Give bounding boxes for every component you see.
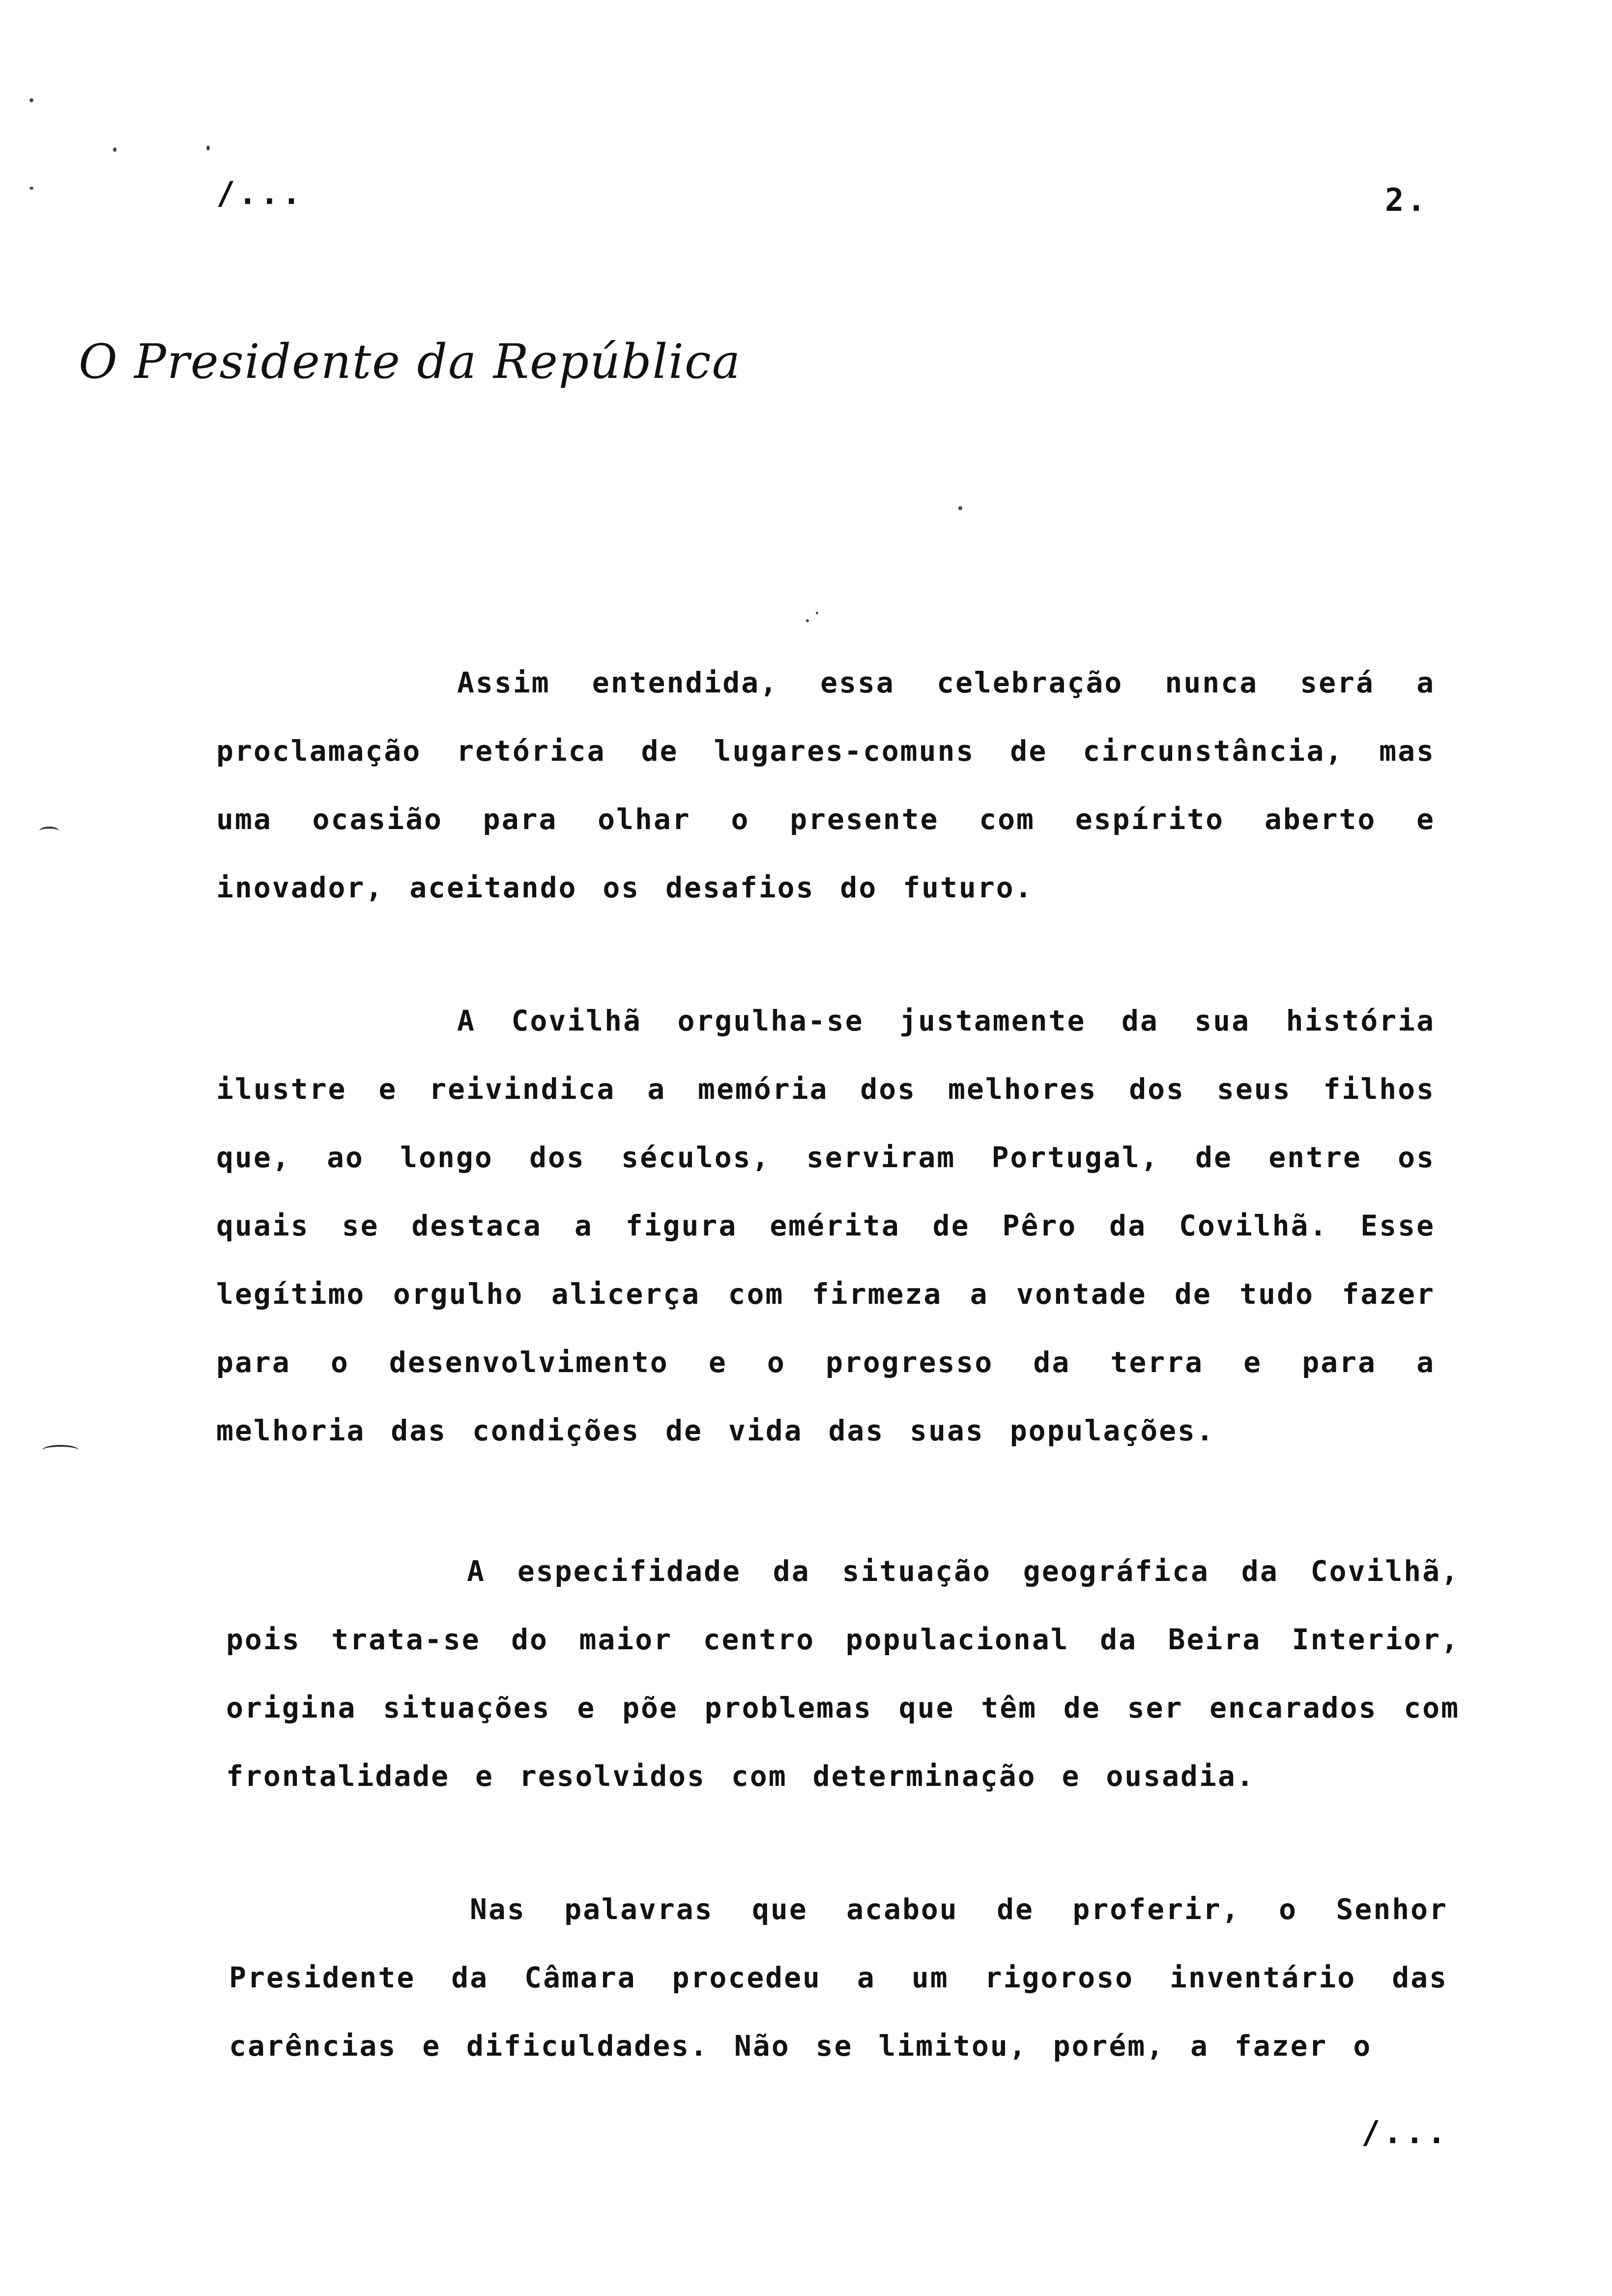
page-number: 2. xyxy=(1385,182,1429,219)
scan-speck xyxy=(206,145,210,150)
scan-speck xyxy=(806,619,809,622)
scan-speck xyxy=(29,187,33,190)
continuation-marker-top: /... xyxy=(216,175,304,212)
scan-speck xyxy=(113,147,116,152)
scan-speck xyxy=(29,98,33,102)
scan-speck xyxy=(816,612,818,614)
margin-mark xyxy=(42,1445,79,1456)
scan-speck xyxy=(958,506,962,510)
letterhead-title: O Presidente da República xyxy=(79,334,741,389)
paragraph-4: Nas palavras que acabou de proferir, o Senhor Presidente da Câmara procedeu a um rigoroso inventário das carências e dificuldades. Não se limitou, porém, a fazer o xyxy=(229,1893,1448,2063)
paragraph-3: A especifidade da situação geográfica da Covilhã, pois trata-se do maior centro populacional da Beira Interior, origina situações e põe problemas que têm de ser encarados com frontalidade e resolvidos com determinação e ousadia. xyxy=(226,1554,1460,1793)
paragraph-2: A Covilhã orgulha-se justamente da sua história ilustre e reivindica a memória dos melhores dos seus filhos que, ao longo dos séculos, serviram Portugal, de entre os quais se destaca a figura emérita de Pêro da Covilhã. Esse legítimo orgulho alicerça com firmeza a vontade de tudo fazer para o desenvolvimento e o progresso da terra e para a melhoria das condições de vida das suas populações. xyxy=(216,1004,1435,1447)
paragraph-1: Assim entendida, essa celebração nunca será a proclamação retórica de lugares-comuns de circunstância, mas uma ocasião para olhar o presente com espírito aberto e inovador, aceitando os desafios do futuro. xyxy=(216,666,1435,904)
continuation-marker-bottom: /... xyxy=(1361,2115,1449,2151)
margin-mark xyxy=(39,827,59,835)
